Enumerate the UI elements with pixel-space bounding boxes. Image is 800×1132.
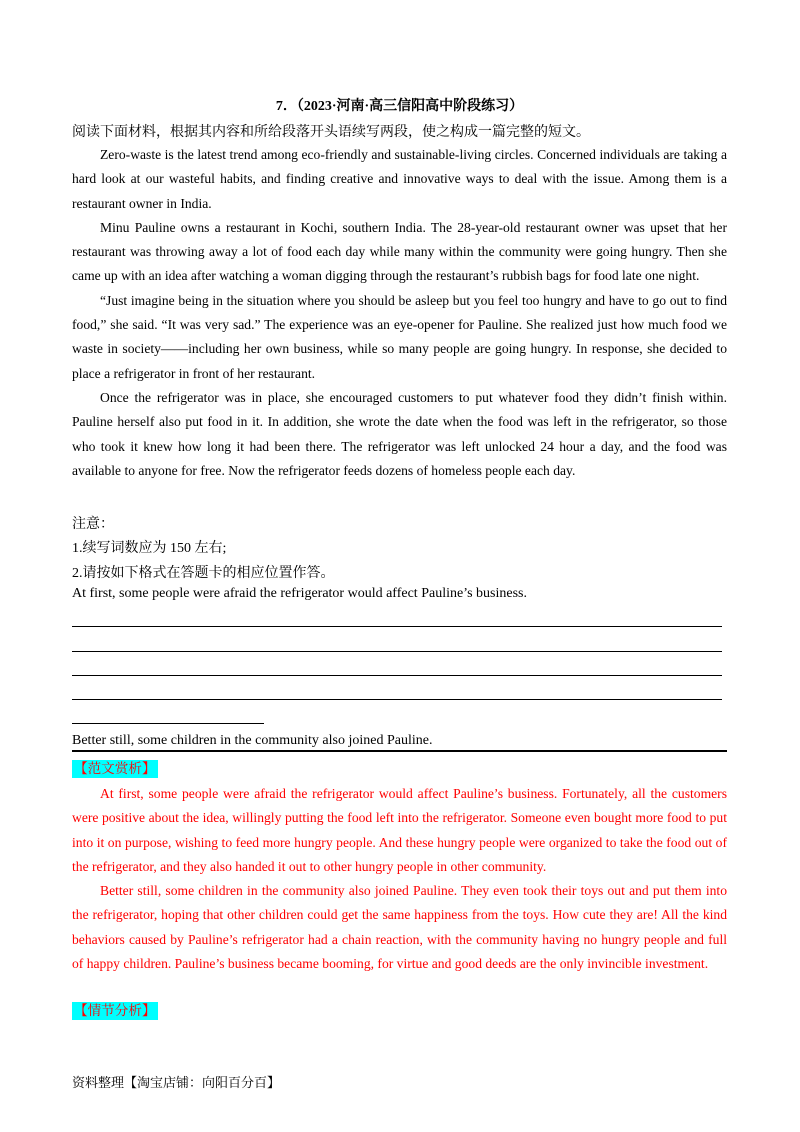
model-paragraph: Better still, some children in the community also joined Pauline. They even took their toys out and put them into the refrigerator, hoping that other children could get the same happiness from the toys. How cute they are! All the kind behaviors caused by Pauline’s refrigerator had a chain reaction, with the community having no hungry people and full of happy children. Pauline’s business became booming, for virtue and good deeds are the only invincible investment. xyxy=(72,883,727,972)
passage-paragraph: “Just imagine being in the situation where you should be asleep but you feel too hungry and have to go out to find food,” she said. “It was very sad.” The experience was an eye-opener for Pauline. She realized just how much food we waste in society——including her own business, while so many people are going hungry. In response, she decided to place a refrigerator in front of her restaurant. xyxy=(72,292,727,381)
note-item: 1.续写词数应为 150 左右; xyxy=(72,541,227,557)
answer-blank-line xyxy=(72,699,722,700)
model-essay-tag: 【范文赏析】 xyxy=(74,761,156,777)
passage-paragraph: Once the refrigerator was in place, she encouraged customers to put whatever food they didn’t finish within. Pauline herself also put food in it. In addition, she wrote the date when the food was left in the refrigerator, so those who took it knew how long it had been there. The refrigerator was left unlocked 24 hour a day, and the food was available to anyone for free. Now the refrigerator feeds dozens of homeless people each day. xyxy=(72,389,727,478)
notes-section xyxy=(72,513,335,586)
notes-heading: 注意： xyxy=(72,517,114,532)
passage-paragraph: Minu Pauline owns a restaurant in Kochi, southern India. The 28-year-old restaurant owner was upset that her restaurant was throwing away a lot of food each day while many within the community were going hungry. Then she came up with an idea after watching a woman digging through the restaurant’s rubbish bags for food late one night. xyxy=(72,219,727,284)
answer-blank-line xyxy=(72,723,264,724)
note-item: 2.请按如下格式在答题卡的相应位置作答。 xyxy=(72,565,335,581)
reading-passage xyxy=(72,143,727,483)
answer-blank-line xyxy=(72,675,722,676)
answer-blank-line xyxy=(72,626,722,627)
passage-paragraph: Zero-waste is the latest trend among eco-friendly and sustainable-living circles. Concerned individuals are taking a hard look at our wasteful habits, and finding creative and innovative ways to deal with the issue. Among them is a restaurant owner in India. xyxy=(72,147,727,211)
answer-blank-line xyxy=(72,651,722,652)
section-divider xyxy=(72,750,727,752)
plot-analysis-tag: 【情节分析】 xyxy=(74,1003,156,1019)
footer-text: 资料整理【淘宝店铺：向阳百分百】 xyxy=(72,1076,281,1091)
paragraph-prompt-1: At first, some people were afraid the refrigerator would affect Pauline’s business. xyxy=(72,586,527,601)
paragraph-prompt-2: Better still, some children in the community also joined Pauline. xyxy=(72,733,433,748)
model-paragraph: At first, some people were afraid the refrigerator would affect Pauline’s business. Fortunately, all the customers were positive about the idea, willingly putting the food left into the refrigerator. Someone even bought more food to put into it on purpose, wishing to feed more hungry people. And these hungry people were organized to take the food out of the refrigerator, and they also handed it out to other hungry people in other community. xyxy=(72,786,727,874)
instruction-text: 阅读下面材料，根据其内容和所给段落开头语续写两段，使之构成一篇完整的短文。 xyxy=(72,125,590,140)
question-title: 7．（2023·河南·高三信阳高中阶段练习） xyxy=(275,99,524,114)
model-essay xyxy=(72,782,727,976)
